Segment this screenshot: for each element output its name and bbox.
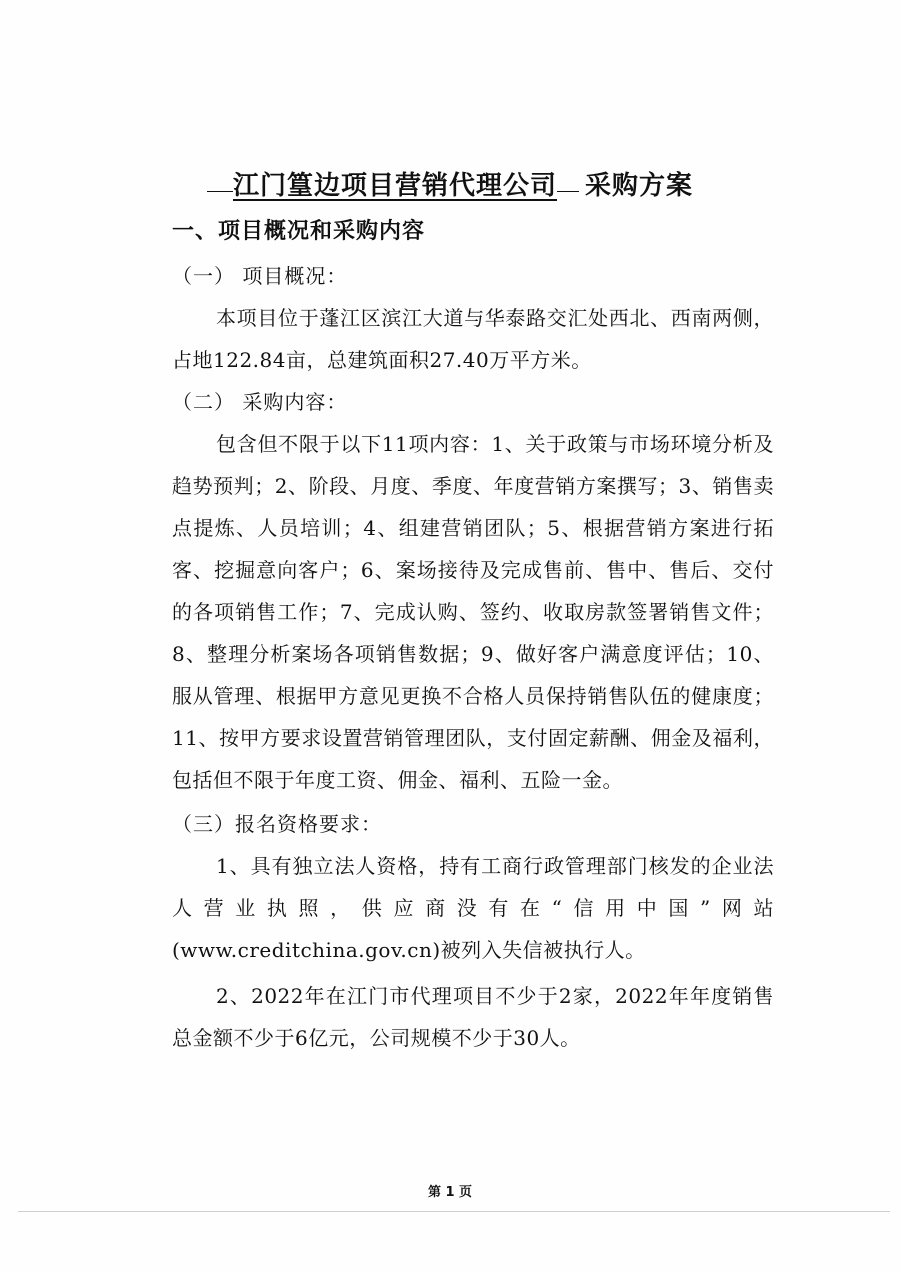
sub-heading-requirements: （三）报名资格要求：: [172, 812, 382, 836]
sub-heading-overview: （一） 项目概况：: [172, 264, 348, 288]
requirement-item-1: 1、具有独立法人资格，持有工商行政管理部门核发的企业法人营业执照，供应商没有在“信用中国”网站(www.creditchina.gov.cn)被列入失信被执行人。: [172, 854, 774, 962]
page-number: 第 1 页: [427, 1185, 473, 1200]
requirement-item-2: 2、2022年在江门市代理项目不少于2家，2022年年度销售总金额不少于6亿元，公司规模不少于30人。: [172, 984, 774, 1050]
content-paragraph: 包含但不限于以下11项内容：1、关于政策与市场环境分析及趋势预判；2、阶段、月度、季度、年度营销方案撰写；3、销售卖点提炼、人员培训；4、组建营销团队；5、根据营销方案进行拓客、挖掘意向客户；6、案场接待及完成售前、售中、售后、交付的各项销售工作；7、完成认购、签约、收取房款签署销售文件；8、整理分析案场各项销售数据；9、做好客户满意度评估；10、服从管理、根据甲方意见更换不合格人员保持销售队伍的健康度；11、按甲方要求设置营销管理团队，支付固定薪酬、佣金及福利，包括但不限于年度工资、佣金、福利、五险一金。: [172, 432, 774, 792]
section-heading: 一、项目概况和采购内容: [172, 218, 426, 244]
title-underlined-part: 江门篁边项目营销代理公司: [232, 171, 557, 201]
title-suffix: 采购方案: [585, 171, 694, 201]
sub-heading-content: （二） 采购内容：: [172, 390, 348, 414]
title-underline-lead: [207, 190, 233, 192]
document-title: [0, 165, 900, 202]
footer-divider: [18, 1211, 890, 1212]
overview-paragraph: 本项目位于蓬江区滨江大道与华泰路交汇处西北、西南两侧，占地122.84亩，总建筑面积27.40万平方米。: [172, 306, 774, 372]
title-underline-trail: [557, 190, 579, 192]
